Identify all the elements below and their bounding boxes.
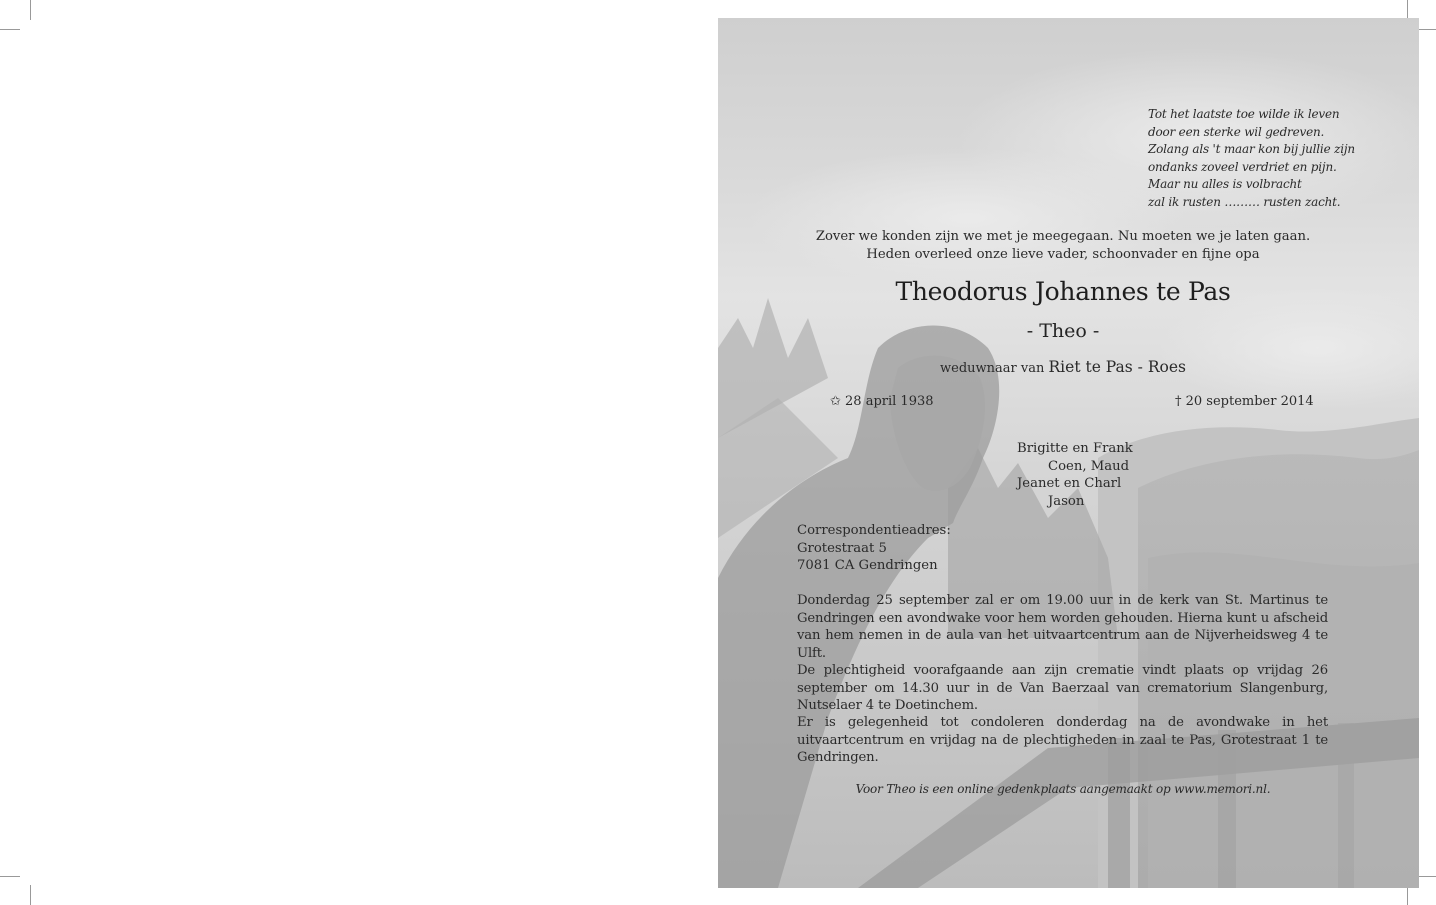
- memorial-card: [718, 18, 1419, 888]
- poem-line: Zolang als 't maar kon bij jullie zijn: [1148, 142, 1355, 156]
- poem-line: Tot het laatste toe wilde ik leven: [1148, 107, 1340, 121]
- poem-line: zal ik rusten ……… rusten zacht.: [1148, 194, 1341, 209]
- poem-line: door een sterke wil gedreven.: [1148, 124, 1325, 139]
- widower-line: [718, 358, 1408, 376]
- widower-prefix: weduwnaar van: [940, 361, 1045, 376]
- family-member: Jason: [1048, 493, 1085, 509]
- poem-line: Maar nu alles is volbracht: [1148, 177, 1302, 191]
- crop-mark: [30, 885, 31, 905]
- crop-mark: [1416, 876, 1436, 877]
- family-list: [1017, 440, 1133, 510]
- crop-mark: [1407, 0, 1408, 20]
- cremation-paragraph: De plechtigheid voorafgaande aan zijn crematie vindt plaats op vrijdag 26 september om 14.30 uur in de Van Baerzaal van crematorium Slangenburg, Nutselaer 4 te Doetinchem.: [797, 663, 1328, 713]
- death-date: † 20 september 2014: [1175, 394, 1314, 409]
- crop-mark: [1416, 29, 1436, 30]
- address-city: 7081 CA Gendringen: [797, 558, 938, 573]
- poem: [1148, 106, 1355, 211]
- poem-line: ondanks zoveel verdriet en pijn.: [1148, 159, 1337, 174]
- intro-text: [718, 228, 1408, 264]
- birth-date: ✩ 28 april 1938: [830, 394, 934, 409]
- crop-mark: [1407, 885, 1408, 905]
- correspondence-address: [797, 522, 951, 575]
- deceased-nickname: - Theo -: [1026, 320, 1100, 342]
- address-street: Grotestraat 5: [797, 540, 887, 556]
- family-member: Brigitte en Frank: [1017, 441, 1133, 456]
- crop-mark: [30, 0, 31, 20]
- spouse-name: Riet te Pas - Roes: [1048, 358, 1186, 376]
- deceased-name: Theodorus Johannes te Pas: [895, 277, 1231, 306]
- intro-line: Heden overleed onze lieve vader, schoonvader en fijne opa: [866, 247, 1260, 262]
- family-member: Coen, Maud: [1048, 458, 1130, 474]
- online-memorial-note: Voor Theo is een online gedenkplaats aangemaakt op www.memori.nl.: [855, 782, 1271, 796]
- intro-line: Zover we konden zijn we met je meegegaan. Nu moeten we je laten gaan.: [815, 229, 1311, 244]
- crop-mark: [0, 29, 20, 30]
- wake-paragraph: Donderdag 25 september zal er om 19.00 uur in de kerk van St. Martinus te Gendringen een avondwake voor hem worden gehouden. Hierna kunt u afscheid van hem nemen in de aula van het uitvaartcentrum aan de Nijverheidsweg 4 te Ulft.: [797, 593, 1328, 661]
- condolence-paragraph: Er is gelegenheid tot condoleren donderdag na de avondwake in het uitvaartcentrum en vrijdag na de plechtigheden in zaal te Pas, Grotestraat 1 te Gendringen.: [797, 715, 1328, 765]
- crop-mark: [0, 876, 20, 877]
- address-label: Correspondentieadres:: [797, 523, 951, 538]
- family-member: Jeanet en Charl: [1017, 476, 1122, 491]
